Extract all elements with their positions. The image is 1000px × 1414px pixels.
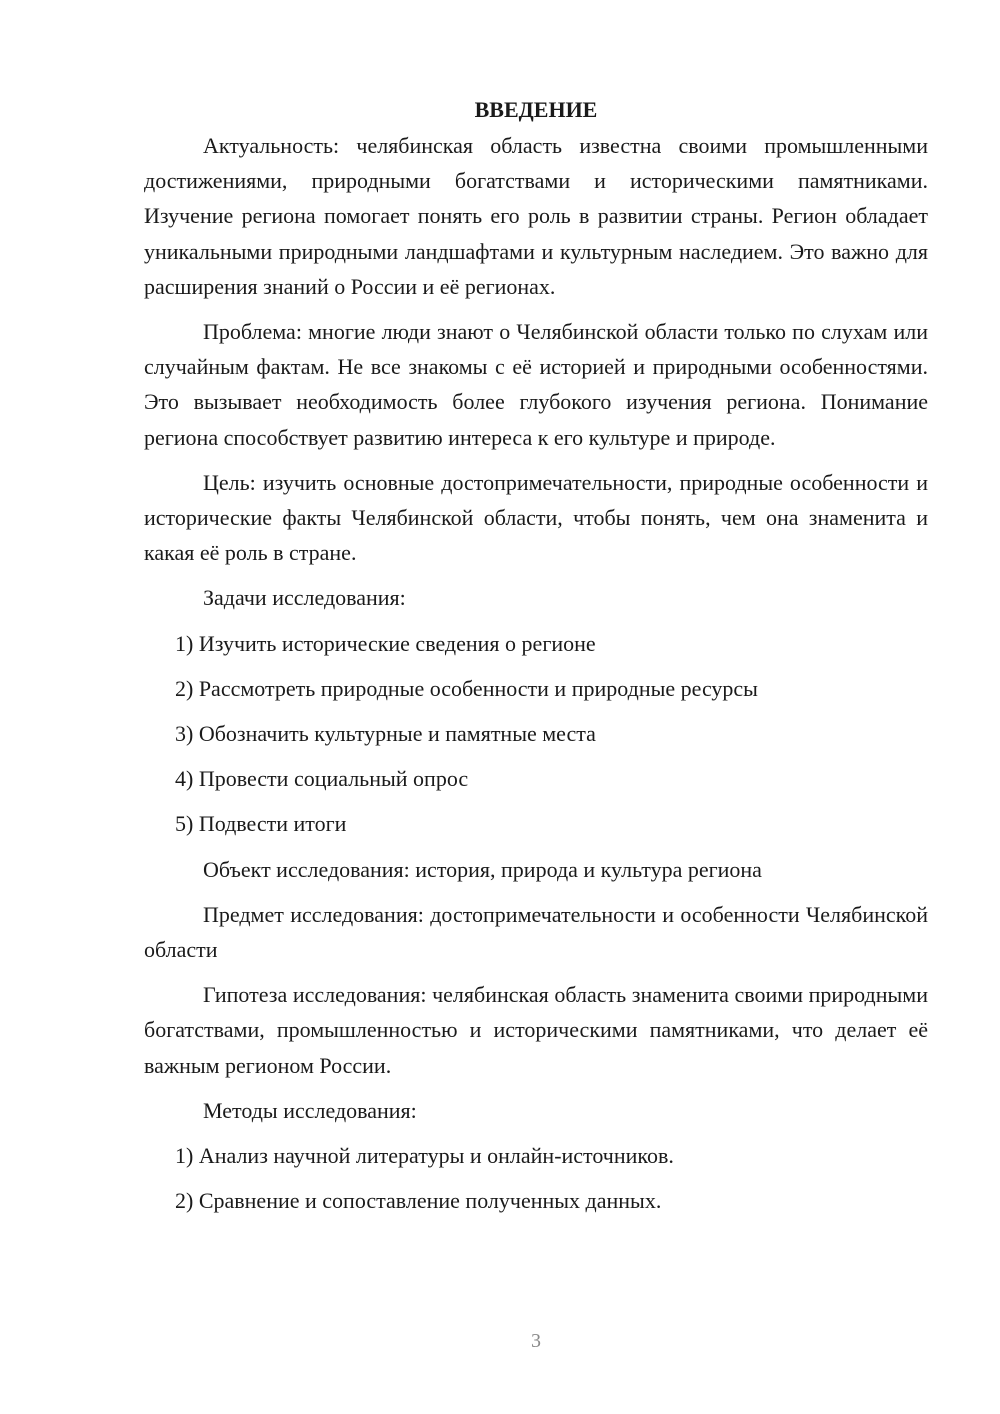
method-item: 1) Анализ научной литературы и онлайн-источников. — [175, 1143, 674, 1169]
tasks-title: Задачи исследования: — [203, 585, 406, 611]
task-item: 5) Подвести итоги — [175, 811, 347, 837]
object-paragraph: Объект исследования: история, природа и культура региона — [203, 856, 762, 882]
goal-paragraph: Цель: изучить основные достопримечательности, природные особенности и исторические факты Челябинской области, чтобы понять, чем она знаменита и какая её роль в стране. — [144, 469, 928, 566]
document-page — [144, 92, 928, 1228]
task-item: 4) Провести социальный опрос — [175, 766, 469, 792]
task-item: 2) Рассмотреть природные особенности и природные ресурсы — [175, 675, 758, 701]
hypothesis-paragraph: Гипотеза исследования: челябинская область знаменита своими природными богатствами, промышленностью и историческими памятниками, что делает её важным регионом России. — [144, 982, 928, 1078]
subject-paragraph: Предмет исследования: достопримечательности и особенности Челябинской области — [144, 901, 928, 963]
task-item: 3) Обозначить культурные и памятные места — [175, 721, 596, 747]
section-heading: ВВЕДЕНИЕ — [474, 97, 598, 122]
method-item: 2) Сравнение и сопоставление полученных данных. — [175, 1188, 662, 1214]
methods-title: Методы исследования: — [203, 1097, 417, 1123]
page-number: 3 — [531, 1330, 541, 1352]
relevance-paragraph: Актуальность: челябинская область известна своими промышленными достижениями, природными богатствами и историческими памятниками. Изучение региона помогает понять его роль в развитии страны. Регион обладает уникальными природными ландшафтами и культурным наследием. Это важно для расширения знаний о России и её регионах. — [144, 133, 928, 299]
problem-paragraph: Проблема: многие люди знают о Челябинской области только по слухам или случайным фактам. Не все знакомы с её историей и природными особенностями. Это вызывает необходимость более глубокого изучения региона. Понимание региона способствует развитию интереса к его культуре и природе. — [144, 319, 928, 450]
task-item: 1) Изучить исторические сведения о регионе — [175, 630, 596, 656]
